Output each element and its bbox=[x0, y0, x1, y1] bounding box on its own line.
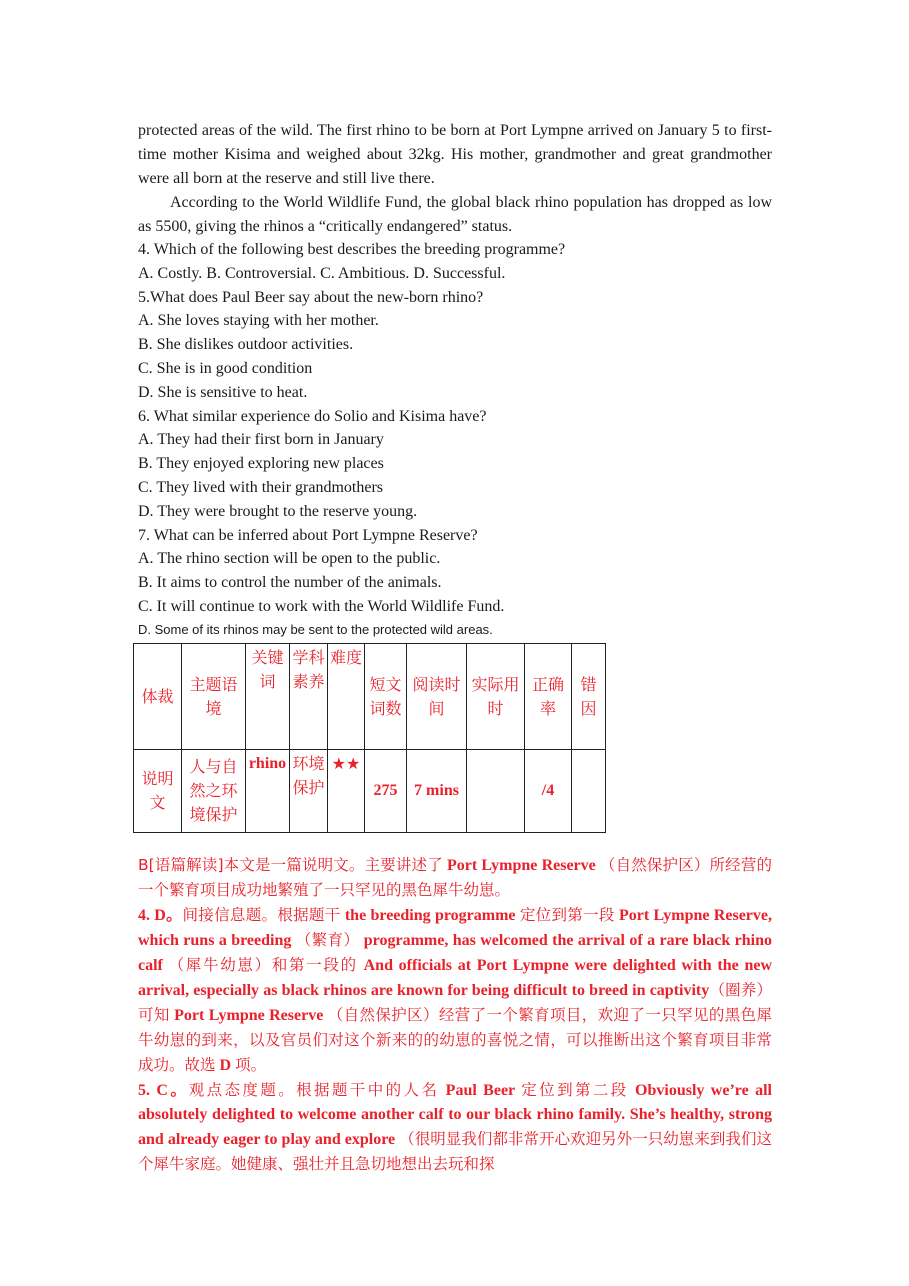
analysis-text: （圈养）可知 bbox=[138, 981, 772, 1024]
question-option: C. It will continue to work with the World Wildlife Fund. bbox=[138, 597, 505, 615]
question-option: A. Costly. B. Controversial. C. Ambitious. D. Successful. bbox=[138, 264, 506, 282]
analysis-text: programme, has welcomed the arrival of a rare black rhino calf bbox=[138, 932, 772, 974]
question-option: A. The rhino section will be open to the public. bbox=[138, 550, 441, 568]
passage bbox=[138, 119, 772, 239]
analysis bbox=[138, 853, 772, 1177]
question-option: B. She dislikes outdoor activities. bbox=[138, 336, 354, 354]
analysis-text: Paul Beer bbox=[439, 1082, 522, 1099]
analysis-text: Port Lympne Reserve bbox=[442, 857, 600, 874]
table-cell: 7 mins bbox=[407, 750, 467, 833]
analysis-text: B[语篇解读]本文是一篇说明文。主要讲述了 bbox=[138, 856, 443, 874]
table-cell: 错因 bbox=[572, 644, 606, 750]
table-cell: 说明文 bbox=[134, 750, 182, 833]
question-option: D. She is sensitive to heat. bbox=[138, 383, 308, 401]
table-cell bbox=[467, 750, 525, 833]
analysis-text: 定位到第一段 bbox=[519, 906, 615, 924]
answer-label: 4. D。 bbox=[138, 907, 183, 924]
analysis-text: （自然保护区）经营了一个繁育项目，欢迎了一只罕见的黑色犀牛幼崽的到来，以及官员们对这个新来的的幼崽的喜悦之情，可以推断出这个繁育项目非常成功。故选 bbox=[138, 1006, 772, 1074]
analysis-text: D bbox=[215, 1057, 236, 1074]
analysis-text: 间接信息题。根据题干 bbox=[182, 906, 341, 924]
table-cell: ★★ bbox=[328, 750, 365, 833]
analysis-text: （自然保护区）所经营的一个繁育项目成功地繁殖了一只罕见的黑色犀牛幼崽。 bbox=[138, 856, 772, 899]
analysis-text: the breeding programme bbox=[340, 907, 520, 924]
question-option: A. They had their first born in January bbox=[138, 431, 384, 449]
question-option: B. They enjoyed exploring new places bbox=[138, 455, 384, 473]
analysis-text: 定位到第二段 bbox=[521, 1081, 629, 1099]
table-cell: 阅读时间 bbox=[407, 644, 467, 750]
table-cell: 难度 bbox=[328, 644, 365, 750]
analysis-text: And officials at Port Lympne were delighted with the new arrival, especially as black rhinos are known for being difficult to breed in captivity bbox=[138, 957, 773, 999]
analysis-text: Port Lympne Reserve bbox=[169, 1007, 328, 1024]
question-option: B. It aims to control the number of the animals. bbox=[138, 574, 442, 592]
table-cell: 人与自然之环境保护 bbox=[182, 750, 246, 833]
question-option: A. She loves staying with her mother. bbox=[138, 312, 379, 330]
table-cell: 关键词 bbox=[246, 644, 290, 750]
analysis-text: （犀牛幼崽）和第一段的 bbox=[168, 956, 358, 974]
analysis-text: （很明显我们都非常开心欢迎另外一只幼崽来到我们这个犀牛家庭。她健康、强壮并且急切地想出去玩和探 bbox=[138, 1130, 772, 1173]
question-option: D. They were brought to the reserve young. bbox=[138, 502, 418, 520]
table-cell: 学科素养 bbox=[290, 644, 328, 750]
question-stem: 5.What does Paul Beer say about the new-born rhino? bbox=[138, 288, 484, 306]
answer-5-explanation bbox=[138, 1078, 772, 1177]
table-cell bbox=[572, 750, 606, 833]
analysis-text: 项。 bbox=[235, 1056, 267, 1074]
question-option: D. Some of its rhinos may be sent to the protected wild areas. bbox=[138, 621, 493, 637]
analysis-text: Port Lympne Reserve, which runs a breeding bbox=[138, 907, 772, 949]
questions bbox=[138, 238, 772, 641]
table-cell: 环境保护 bbox=[290, 750, 328, 833]
table-cell: 主题语境 bbox=[182, 644, 246, 750]
analysis-text: （繁育） bbox=[295, 931, 360, 949]
table-cell: 体裁 bbox=[134, 644, 182, 750]
table-cell: 275 bbox=[365, 750, 407, 833]
passage-paragraph-2: According to the World Wildlife Fund, the global black rhino population has dropped as low as 5500, giving the rhinos a “critically endangered” status. bbox=[138, 194, 772, 235]
table-cell: 实际用时 bbox=[467, 644, 525, 750]
question-option: C. They lived with their grandmothers bbox=[138, 478, 383, 496]
analysis-text: 观点态度题。根据题干中的人名 bbox=[188, 1081, 440, 1099]
analysis-intro bbox=[138, 853, 772, 903]
question-stem: 4. Which of the following best describes the breeding programme? bbox=[138, 241, 566, 258]
question-option: C. She is in good condition bbox=[138, 359, 313, 377]
answer-label: 5. C。 bbox=[138, 1082, 189, 1099]
table-cell: rhino bbox=[246, 750, 290, 833]
table-cell: /4 bbox=[525, 750, 572, 833]
question-stem: 7. What can be inferred about Port Lympne Reserve? bbox=[138, 526, 478, 544]
table-cell: 正确率 bbox=[525, 644, 572, 750]
info-table bbox=[133, 643, 606, 833]
table-value-row bbox=[134, 750, 606, 833]
question-stem: 6. What similar experience do Solio and Kisima have? bbox=[138, 407, 487, 425]
table-cell: 短文词数 bbox=[365, 644, 407, 750]
answer-4-explanation bbox=[138, 903, 772, 1078]
analysis-text: Obviously we’re all absolutely delighted to welcome another calf to our black rhino family. She’s healthy, strong and already eager to play and explore bbox=[138, 1082, 772, 1148]
passage-paragraph-1: protected areas of the wild. The first rhino to be born at Port Lympne arrived on January 5 to first-time mother Kisima and weighed about 32kg. His mother, grandmother and great grandmother were all born at the reserve and still live there. bbox=[138, 122, 772, 187]
table-header-row bbox=[134, 644, 606, 750]
